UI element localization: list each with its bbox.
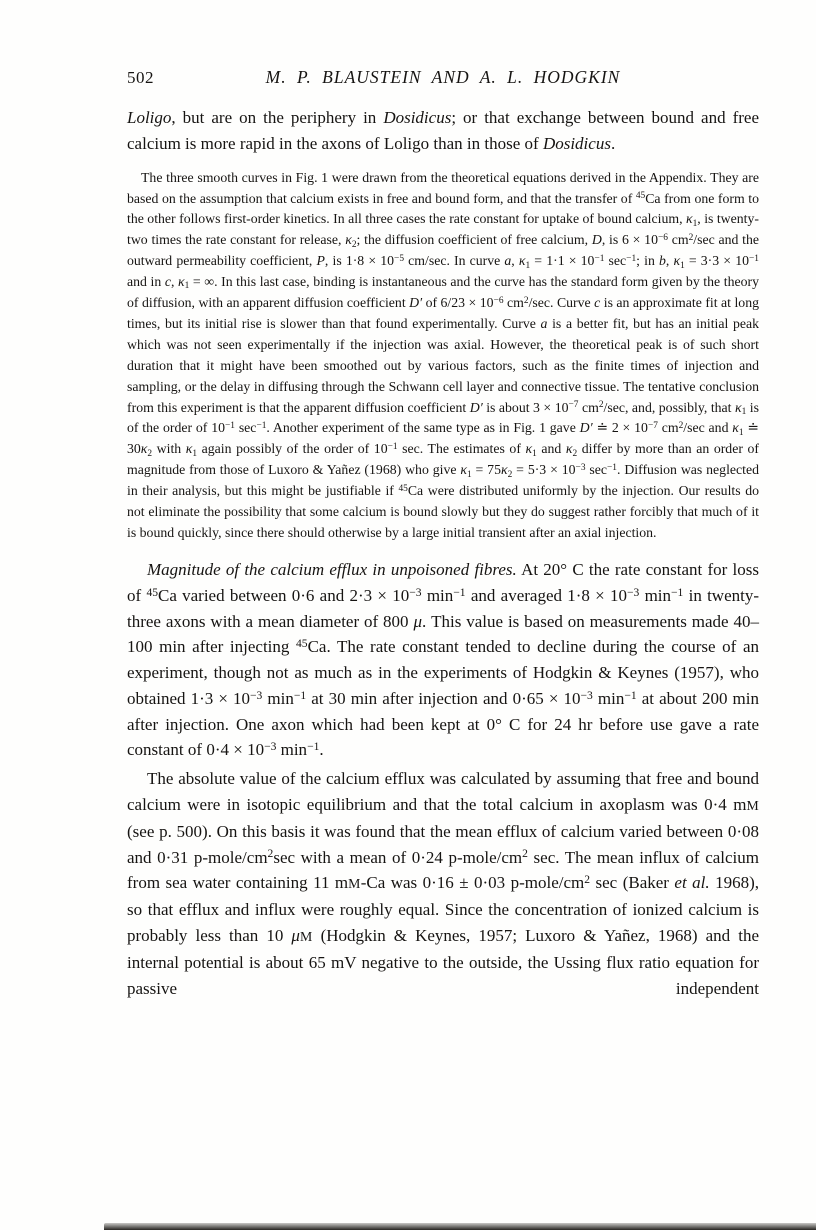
paragraph-absolute-value: The absolute value of the calcium efflux was calculated by assuming that free and bound calcium were in isotopic equilibrium and that the total calcium in axoplasm was 0·4 mM (see p. 500). On this basis it was found that the mean efflux of calcium varied between 0·08 and 0·31 $p-mole/cm^2\sec$ with a mean of 0·24 $p-mole/cm^2$ sec. The mean influx of calcium from sea water containing 11 mM-Ca was 0·16 ± 0·03 $p-mole/cm^2$ sec (Baker et al. 1968), so that efflux and influx were roughly equal. Since the concentration of ionized calcium is probably less than 10 μM (Hodgkin & Keynes, 1957; Luxoro & Yañez, 1968) and the internal potential is about 65 mV negative to the outside, the Ussing flux ratio equation for passive independent [127,769,759,998]
running-header [127,67,759,91]
scan-edge-artifact [104,1223,816,1230]
article-body [127,105,759,1001]
running-head-authors: M. P. BLAUSTEIN AND A. L. HODGKIN [265,67,621,87]
page-number: 502 [127,68,154,87]
paragraph-magnitude-efflux: Magnitude of the calcium efflux in unpoisoned fibres. At 20° C the rate constant for loss of $^{45}$Ca varied between 0·6 and $2\cdot 3 \times 10^{-3}$ $\min^{-1}$ and averaged $1\cdot 8 \times 10^{-3}$ $\min^{-1}$ in twenty-three axons with a mean diameter of 800 μ. This value is based on measurements made 40–100 min after injecting $^{45}$Ca. The rate constant tended to decline during the course of an experiment, though not as much as in the experiments of Hodgkin & Keynes (1957), who obtained $1\cdot 3 \times 10^{-3}$ $\min^{-1}$ at 30 min after injection and $0\cdot 65 \times 10^{-3}$ $\min^{-1}$ at about 200 min after injection. One axon which had been kept at 0° C for 24 hr before use gave a rate constant of $0\cdot 4 \times 10^{-3}$ $\min^{-1}$. [127,559,760,760]
paragraph-continuation: Loligo, but are on the periphery in Dosidicus; or that exchange between bound and free calcium is more rapid in the axons of Loligo than in those of Dosidicus. [127,108,760,153]
paragraph-small-print: The three smooth curves in Fig. 1 were drawn from the theoretical equations derived in the Appendix. They are based on the assumption that calcium exists in free and bound form, and that the transfer of $^{45}$Ca from one form to the other follows first-order kinetics. In all three cases the rate constant for uptake of bound calcium, κ1, is twenty-two times the rate constant for release, κ2; the diffusion coefficient of free calcium, D, is $6 \times 10^{-6}$ $cm^2/\sec$ and the outward permeability coefficient, P, is $1\cdot 8 \times 10^{-5}$ cm/sec. In curve a, $\kappa 1 = 1\cdot 1 \times 10^{-1}$ $\sec^{-1}$; in b, $\kappa 1 = 3\cdot 3 \times 10^{-1}$ and in c, κ1 = ∞. In this last case, binding is instantaneous and the curve has the standard form given by the theory of diffusion, with an apparent diffusion coefficient D′ of $6/23 \times 10^{-6}$ $cm^2/\sec$. Curve c is an approximate fit at long times, but its initial rise is slower than that found experimentally. Curve a is a better fit, but has an initial peak which was not seen experimentally if the injection was axial. However, the theoretical peak is of such short duration that it might have been smoothed out by various factors, such as the finite times of injection and sampling, or the delay in diffusing through the Schwann cell layer and connective tissue. The tentative conclusion from this experiment is that the apparent diffusion coefficient D′ is about $3 \times 10^{-7}$ $cm^2/\sec$, and, possibly, that κ1 is of the order of $10^{-1}$ $\sec^{-1}$. Another experiment of the same type as in Fig. 1 gave D′ ≐ $2 \times 10^{-7}$ $cm^2/\sec$ and κ1 ≐ 30κ2 with κ1 again possibly of the order of $10^{-1}$ sec. The estimates of κ1 and κ2 differ by more than an order of magnitude from those of Luxoro & Yañez (1968) who give $\kappa 1 = 75\kappa 2 = 5\cdot 3 \times 10^{-3}$ $\sec^{-1}$. Diffusion was neglected in their analysis, but this might be justifiable if $^{45}$Ca were distributed uniformly by the injection. Our results do not eliminate the possibility that some calcium is bound slowly but they do suggest rather forcibly that much of it is bound quickly, since there should otherwise by a large initial transient after an axial injection. [127,169,760,540]
